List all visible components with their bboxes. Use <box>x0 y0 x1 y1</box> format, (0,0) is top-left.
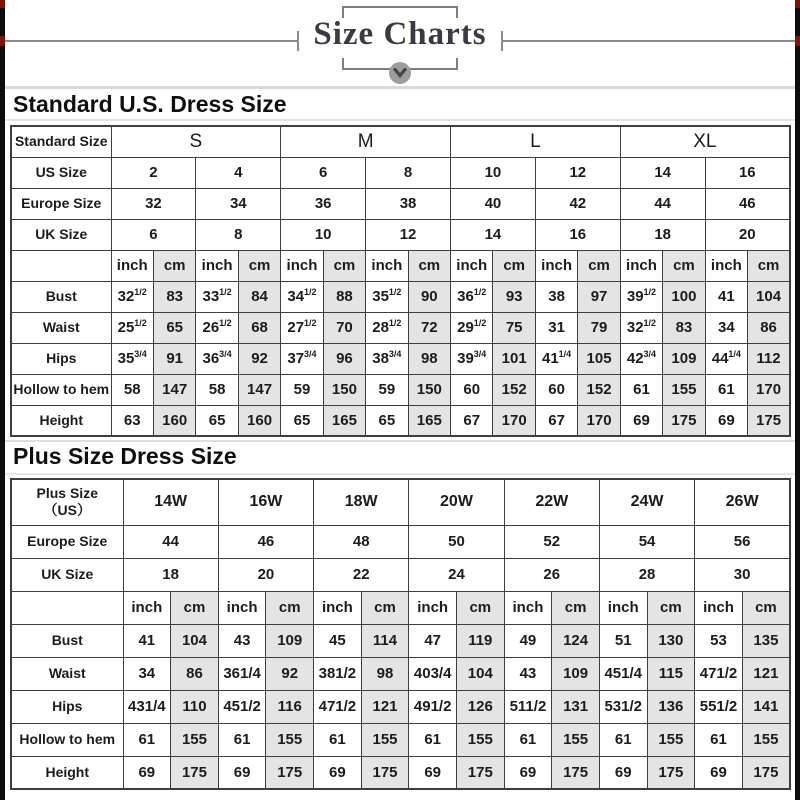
size-value-cell: 46 <box>705 188 790 219</box>
table-row <box>11 126 790 157</box>
table-row <box>11 312 790 343</box>
measure-value-cell: $27^{1/2}$ <box>281 312 323 343</box>
size-value-cell: 18 <box>620 219 705 250</box>
unit-inch-cell: inch <box>111 250 153 281</box>
size-value-cell: 36 <box>281 188 366 219</box>
measure-value-cell: 43 <box>218 624 266 657</box>
measure-value-cell: $33^{1/2}$ <box>196 281 238 312</box>
size-value-cell: 8 <box>366 157 451 188</box>
measure-value-cell: 72 <box>408 312 450 343</box>
measure-value-cell: 451/2 <box>218 690 266 723</box>
measure-value-cell: 65 <box>153 312 195 343</box>
measure-value-cell: 92 <box>266 657 314 690</box>
row-label: Hollow to hem <box>11 723 123 756</box>
unit-cm-cell: cm <box>742 591 790 624</box>
measure-value-cell: 175 <box>266 756 314 789</box>
measure-value-cell: 69 <box>409 756 457 789</box>
size-value-cell: 10 <box>451 157 536 188</box>
measure-value-cell: 47 <box>409 624 457 657</box>
table-row <box>11 690 790 723</box>
measure-value-cell: 115 <box>647 657 695 690</box>
size-group-cell: 24W <box>599 479 694 525</box>
size-value-cell: 2 <box>111 157 196 188</box>
unit-inch-cell: inch <box>196 250 238 281</box>
row-label: Waist <box>11 312 111 343</box>
unit-cm-cell: cm <box>408 250 450 281</box>
measure-value-cell: 511/2 <box>504 690 552 723</box>
measure-value-cell: 135 <box>742 624 790 657</box>
measure-value-cell: 104 <box>748 281 790 312</box>
measure-value-cell: 110 <box>171 690 219 723</box>
measure-value-cell: 119 <box>456 624 504 657</box>
table-row <box>11 756 790 789</box>
measure-value-cell: 136 <box>647 690 695 723</box>
measure-value-cell: $35^{1/2}$ <box>366 281 408 312</box>
size-group-cell: 26W <box>695 479 790 525</box>
measure-value-cell: 147 <box>238 374 280 405</box>
size-value-cell: 12 <box>535 157 620 188</box>
measure-value-cell: 59 <box>366 374 408 405</box>
unit-inch-cell: inch <box>218 591 266 624</box>
measure-value-cell: 69 <box>504 756 552 789</box>
measure-value-cell: 121 <box>742 657 790 690</box>
chevron-down-icon <box>389 62 411 84</box>
edge-artifact-mark <box>0 36 5 46</box>
size-value-cell: 50 <box>409 525 504 558</box>
measure-value-cell: 92 <box>238 343 280 374</box>
measure-value-cell: 69 <box>695 756 743 789</box>
measure-value-cell: 361/4 <box>218 657 266 690</box>
table-row <box>11 558 790 591</box>
measure-value-cell: 403/4 <box>409 657 457 690</box>
measure-value-cell: $28^{1/2}$ <box>366 312 408 343</box>
measure-value-cell: 155 <box>171 723 219 756</box>
measure-value-cell: 88 <box>323 281 365 312</box>
size-group-cell: 20W <box>409 479 504 525</box>
measure-value-cell: 124 <box>552 624 600 657</box>
unit-cm-cell: cm <box>552 591 600 624</box>
measure-value-cell: 69 <box>123 756 171 789</box>
size-value-cell: 56 <box>695 525 790 558</box>
size-value-cell: 16 <box>705 157 790 188</box>
unit-cm-cell: cm <box>578 250 620 281</box>
measure-value-cell: 121 <box>361 690 409 723</box>
measure-value-cell: 155 <box>266 723 314 756</box>
measure-value-cell: 471/2 <box>695 657 743 690</box>
size-value-cell: 34 <box>196 188 281 219</box>
row-label: Height <box>11 405 111 436</box>
measure-value-cell: 130 <box>647 624 695 657</box>
row-label: Plus Size （US） <box>11 479 123 525</box>
edge-artifact-mark <box>0 0 5 8</box>
measure-value-cell: 60 <box>451 374 493 405</box>
measure-value-cell: 61 <box>409 723 457 756</box>
measure-value-cell: 114 <box>361 624 409 657</box>
size-value-cell: 18 <box>123 558 218 591</box>
standard-size-heading: Standard U.S. Dress Size <box>13 91 287 117</box>
measure-value-cell: 381/2 <box>314 657 362 690</box>
row-label: Bust <box>11 281 111 312</box>
unit-inch-cell: inch <box>281 250 323 281</box>
measure-value-cell: 96 <box>323 343 365 374</box>
measure-value-cell: $37^{3/4}$ <box>281 343 323 374</box>
measure-value-cell: 61 <box>620 374 662 405</box>
edge-artifact-mark <box>795 36 800 46</box>
size-value-cell: 20 <box>705 219 790 250</box>
size-group-cell: 14W <box>123 479 218 525</box>
measure-value-cell: 58 <box>111 374 153 405</box>
measure-value-cell: $42^{3/4}$ <box>620 343 662 374</box>
unit-cm-cell: cm <box>663 250 705 281</box>
measure-value-cell: 150 <box>323 374 365 405</box>
table-row <box>11 657 790 690</box>
unit-cm-cell: cm <box>266 591 314 624</box>
measure-value-cell: 84 <box>238 281 280 312</box>
measure-value-cell: 150 <box>408 374 450 405</box>
measure-value-cell: 175 <box>456 756 504 789</box>
measure-value-cell: 60 <box>535 374 577 405</box>
size-value-cell: 22 <box>314 558 409 591</box>
measure-value-cell: 69 <box>218 756 266 789</box>
row-label: Europe Size <box>11 188 111 219</box>
unit-cm-cell: cm <box>323 250 365 281</box>
size-value-cell: 40 <box>451 188 536 219</box>
unit-cm-cell: cm <box>748 250 790 281</box>
row-label: Standard Size <box>11 126 111 157</box>
measure-value-cell: 69 <box>705 405 747 436</box>
measure-value-cell: 58 <box>196 374 238 405</box>
plus-size-table <box>10 478 791 790</box>
measure-value-cell: 86 <box>748 312 790 343</box>
measure-value-cell: 61 <box>314 723 362 756</box>
row-label: Europe Size <box>11 525 123 558</box>
measure-value-cell: 165 <box>408 405 450 436</box>
standard-size-table <box>10 125 791 437</box>
measure-value-cell: 34 <box>123 657 171 690</box>
measure-value-cell: 83 <box>663 312 705 343</box>
measure-value-cell: 98 <box>361 657 409 690</box>
measure-value-cell: 75 <box>493 312 535 343</box>
measure-value-cell: 165 <box>323 405 365 436</box>
size-value-cell: 38 <box>366 188 451 219</box>
measure-value-cell: $44^{1/4}$ <box>705 343 747 374</box>
measure-value-cell: 41 <box>705 281 747 312</box>
measure-value-cell: 68 <box>238 312 280 343</box>
size-value-cell: 14 <box>451 219 536 250</box>
measure-value-cell: $29^{1/2}$ <box>451 312 493 343</box>
measure-value-cell: 170 <box>748 374 790 405</box>
unit-cm-cell: cm <box>647 591 695 624</box>
measure-value-cell: 61 <box>123 723 171 756</box>
size-value-cell: 46 <box>218 525 313 558</box>
table-row <box>11 343 790 374</box>
size-value-cell: 20 <box>218 558 313 591</box>
measure-value-cell: 155 <box>647 723 695 756</box>
measure-value-cell: 175 <box>552 756 600 789</box>
size-group-cell: M <box>281 126 451 157</box>
measure-value-cell: 51 <box>599 624 647 657</box>
measure-value-cell: 175 <box>748 405 790 436</box>
size-value-cell: 28 <box>599 558 694 591</box>
measure-value-cell: 551/2 <box>695 690 743 723</box>
unit-inch-cell: inch <box>620 250 662 281</box>
measure-value-cell: 155 <box>663 374 705 405</box>
measure-value-cell: $34^{1/2}$ <box>281 281 323 312</box>
size-table <box>10 478 791 790</box>
size-value-cell: 4 <box>196 157 281 188</box>
measure-value-cell: 43 <box>504 657 552 690</box>
measure-value-cell: 45 <box>314 624 362 657</box>
measure-value-cell: 431/4 <box>123 690 171 723</box>
size-group-cell: S <box>111 126 281 157</box>
measure-value-cell: 69 <box>314 756 362 789</box>
measure-value-cell: 31 <box>535 312 577 343</box>
unit-cm-cell: cm <box>361 591 409 624</box>
size-value-cell: 52 <box>504 525 599 558</box>
measure-value-cell: $36^{1/2}$ <box>451 281 493 312</box>
measure-value-cell: $32^{1/2}$ <box>620 312 662 343</box>
measure-value-cell: 175 <box>663 405 705 436</box>
measure-value-cell: 53 <box>695 624 743 657</box>
size-table <box>10 125 791 437</box>
size-value-cell: 54 <box>599 525 694 558</box>
measure-value-cell: 160 <box>238 405 280 436</box>
table-row <box>11 219 790 250</box>
measure-value-cell: 160 <box>153 405 195 436</box>
measure-value-cell: $32^{1/2}$ <box>111 281 153 312</box>
measure-value-cell: 531/2 <box>599 690 647 723</box>
measure-value-cell: 70 <box>323 312 365 343</box>
table-row <box>11 374 790 405</box>
measure-value-cell: 91 <box>153 343 195 374</box>
row-label: UK Size <box>11 558 123 591</box>
size-group-cell: 16W <box>218 479 313 525</box>
measure-value-cell: 175 <box>171 756 219 789</box>
measure-value-cell: 491/2 <box>409 690 457 723</box>
row-label <box>11 591 123 624</box>
measure-value-cell: 152 <box>578 374 620 405</box>
measure-value-cell: 101 <box>493 343 535 374</box>
measure-value-cell: 83 <box>153 281 195 312</box>
measure-value-cell: 155 <box>361 723 409 756</box>
measure-value-cell: 152 <box>493 374 535 405</box>
measure-value-cell: 112 <box>748 343 790 374</box>
page-title: Size Charts <box>313 16 487 52</box>
unit-cm-cell: cm <box>153 250 195 281</box>
measure-value-cell: 175 <box>361 756 409 789</box>
divider-line <box>0 119 800 121</box>
table-row <box>11 723 790 756</box>
measure-value-cell: 67 <box>535 405 577 436</box>
measure-value-cell: 155 <box>742 723 790 756</box>
table-row <box>11 250 790 281</box>
measure-value-cell: 116 <box>266 690 314 723</box>
row-label: Hips <box>11 343 111 374</box>
size-charts-header <box>0 0 800 89</box>
size-value-cell: 8 <box>196 219 281 250</box>
row-label <box>11 250 111 281</box>
row-label: UK Size <box>11 219 111 250</box>
unit-inch-cell: inch <box>599 591 647 624</box>
size-value-cell: 26 <box>504 558 599 591</box>
measure-value-cell: 61 <box>218 723 266 756</box>
unit-inch-cell: inch <box>409 591 457 624</box>
table-row <box>11 525 790 558</box>
size-value-cell: 12 <box>366 219 451 250</box>
size-group-cell: 22W <box>504 479 599 525</box>
row-label: Hollow to hem <box>11 374 111 405</box>
measure-value-cell: 109 <box>552 657 600 690</box>
measure-value-cell: 41 <box>123 624 171 657</box>
measure-value-cell: 126 <box>456 690 504 723</box>
unit-inch-cell: inch <box>695 591 743 624</box>
measure-value-cell: 155 <box>456 723 504 756</box>
size-value-cell: 48 <box>314 525 409 558</box>
edge-artifact-mark <box>795 0 800 8</box>
measure-value-cell: 61 <box>695 723 743 756</box>
measure-value-cell: $39^{1/2}$ <box>620 281 662 312</box>
table-row <box>11 479 790 525</box>
measure-value-cell: 65 <box>281 405 323 436</box>
unit-cm-cell: cm <box>493 250 535 281</box>
measure-value-cell: $41^{1/4}$ <box>535 343 577 374</box>
size-value-cell: 32 <box>111 188 196 219</box>
measure-value-cell: 65 <box>196 405 238 436</box>
measure-value-cell: $38^{3/4}$ <box>366 343 408 374</box>
measure-value-cell: 63 <box>111 405 153 436</box>
size-value-cell: 16 <box>535 219 620 250</box>
measure-value-cell: 97 <box>578 281 620 312</box>
measure-value-cell: 98 <box>408 343 450 374</box>
measure-value-cell: 61 <box>705 374 747 405</box>
measure-value-cell: $36^{3/4}$ <box>196 343 238 374</box>
size-group-cell: XL <box>620 126 790 157</box>
size-value-cell: 44 <box>620 188 705 219</box>
measure-value-cell: 61 <box>599 723 647 756</box>
measure-value-cell: 90 <box>408 281 450 312</box>
table-row <box>11 624 790 657</box>
measure-value-cell: 49 <box>504 624 552 657</box>
measure-value-cell: 104 <box>456 657 504 690</box>
unit-inch-cell: inch <box>451 250 493 281</box>
table-row <box>11 281 790 312</box>
unit-cm-cell: cm <box>456 591 504 624</box>
row-label: Bust <box>11 624 123 657</box>
measure-value-cell: 34 <box>705 312 747 343</box>
measure-value-cell: $35^{3/4}$ <box>111 343 153 374</box>
measure-value-cell: $25^{1/2}$ <box>111 312 153 343</box>
measure-value-cell: 61 <box>504 723 552 756</box>
measure-value-cell: 109 <box>266 624 314 657</box>
measure-value-cell: 109 <box>663 343 705 374</box>
left-edge-strip <box>0 0 5 800</box>
unit-inch-cell: inch <box>366 250 408 281</box>
unit-cm-cell: cm <box>238 250 280 281</box>
size-value-cell: 14 <box>620 157 705 188</box>
row-label: US Size <box>11 157 111 188</box>
measure-value-cell: 104 <box>171 624 219 657</box>
measure-value-cell: 93 <box>493 281 535 312</box>
unit-inch-cell: inch <box>705 250 747 281</box>
measure-value-cell: 67 <box>451 405 493 436</box>
measure-value-cell: 471/2 <box>314 690 362 723</box>
measure-value-cell: $39^{3/4}$ <box>451 343 493 374</box>
size-group-cell: 18W <box>314 479 409 525</box>
measure-value-cell: 59 <box>281 374 323 405</box>
size-value-cell: 24 <box>409 558 504 591</box>
unit-inch-cell: inch <box>504 591 552 624</box>
size-value-cell: 6 <box>111 219 196 250</box>
size-value-cell: 42 <box>535 188 620 219</box>
measure-value-cell: 38 <box>535 281 577 312</box>
measure-value-cell: 175 <box>647 756 695 789</box>
unit-cm-cell: cm <box>171 591 219 624</box>
measure-value-cell: 170 <box>493 405 535 436</box>
measure-value-cell: 170 <box>578 405 620 436</box>
table-row <box>11 591 790 624</box>
size-value-cell: 6 <box>281 157 366 188</box>
row-label: Waist <box>11 657 123 690</box>
measure-value-cell: 175 <box>742 756 790 789</box>
table-row <box>11 188 790 219</box>
row-label: Height <box>11 756 123 789</box>
measure-value-cell: 79 <box>578 312 620 343</box>
measure-value-cell: 131 <box>552 690 600 723</box>
measure-value-cell: 451/4 <box>599 657 647 690</box>
measure-value-cell: 155 <box>552 723 600 756</box>
measure-value-cell: 100 <box>663 281 705 312</box>
measure-value-cell: 147 <box>153 374 195 405</box>
divider-line <box>0 473 800 475</box>
unit-inch-cell: inch <box>123 591 171 624</box>
measure-value-cell: 69 <box>599 756 647 789</box>
measure-value-cell: 65 <box>366 405 408 436</box>
table-row <box>11 157 790 188</box>
measure-value-cell: 141 <box>742 690 790 723</box>
row-label: Hips <box>11 690 123 723</box>
right-edge-strip <box>795 0 800 800</box>
divider-line <box>0 440 800 442</box>
measure-value-cell: $26^{1/2}$ <box>196 312 238 343</box>
measure-value-cell: 69 <box>620 405 662 436</box>
size-value-cell: 10 <box>281 219 366 250</box>
size-group-cell: L <box>451 126 621 157</box>
measure-value-cell: 86 <box>171 657 219 690</box>
unit-inch-cell: inch <box>535 250 577 281</box>
measure-value-cell: 105 <box>578 343 620 374</box>
table-row <box>11 405 790 436</box>
size-value-cell: 44 <box>123 525 218 558</box>
unit-inch-cell: inch <box>314 591 362 624</box>
plus-size-heading: Plus Size Dress Size <box>13 443 237 469</box>
size-value-cell: 30 <box>695 558 790 591</box>
